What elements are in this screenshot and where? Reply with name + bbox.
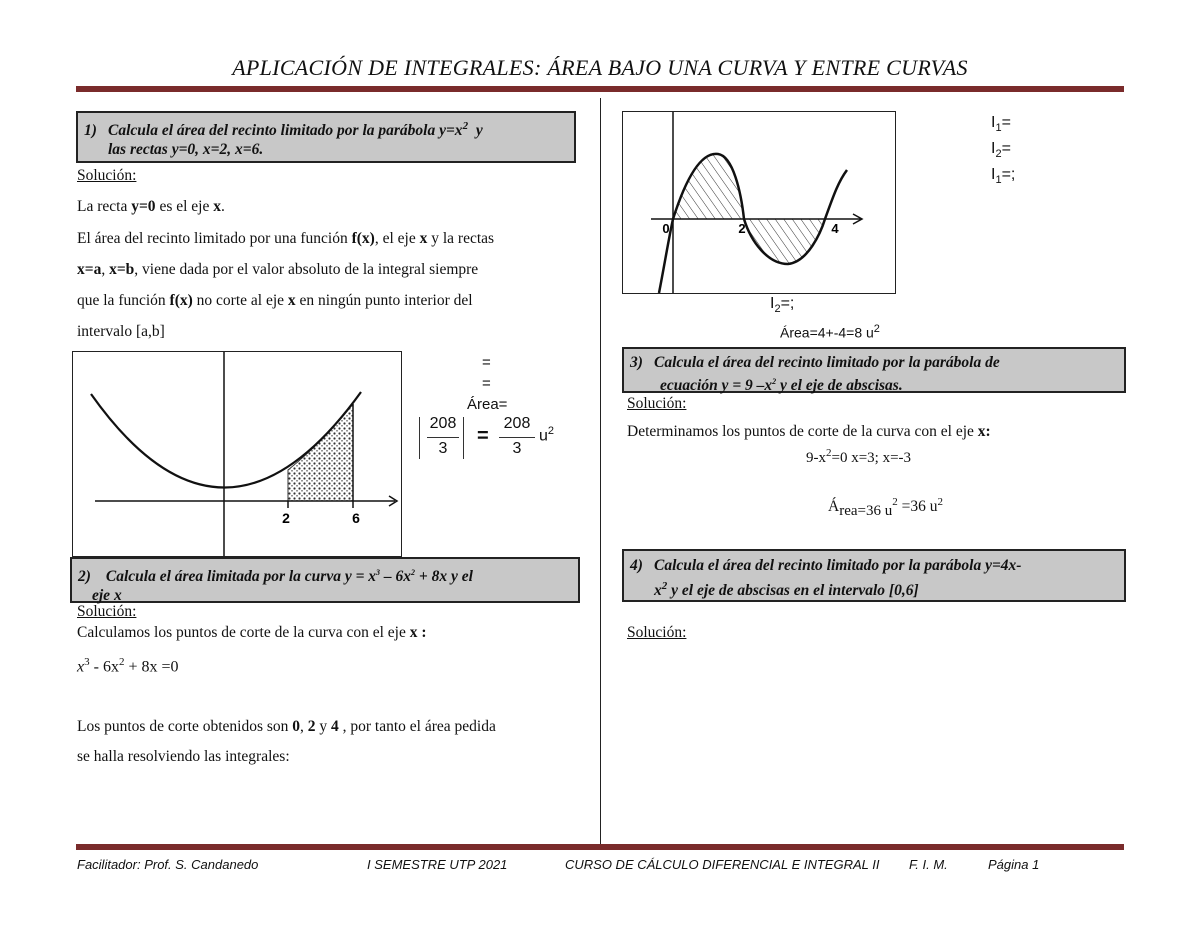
q4-solution-label: Solución:: [627, 624, 687, 641]
tick-label-2: 2: [738, 221, 746, 236]
frac-den-1: 3: [438, 440, 448, 457]
q2-paragraph-1: Calculamos los puntos de corte de la curva con el eje x :: [77, 624, 427, 641]
integral-i1-value: $I_1=$;: [991, 166, 1016, 187]
q3-area-result: $Á_{rea=36 u}^2 =36$ $u^2$: [828, 496, 943, 520]
q3-paragraph-1: Determinamos los puntos de corte de la curva con el eje x:: [627, 423, 991, 440]
hatched-region-2: [744, 219, 825, 264]
unit-exponent: 2: [547, 425, 555, 437]
q1-solution-label: Solución:: [77, 167, 137, 184]
equals-1: =: [482, 354, 491, 371]
cubic-graph: [623, 112, 895, 293]
integral-i2-value: $I_2=$;: [770, 295, 795, 316]
footer-semester: I SEMESTRE UTP 2021: [367, 857, 508, 872]
question-4-box: 4) Calcula el área del recinto limitado por la parábola y=4x- $x^2$ y el eje de abscisas en el intervalo [0,6]: [622, 549, 1126, 602]
integral-i1: $I_1=$: [991, 114, 1011, 135]
shaded-area-1: [288, 404, 353, 501]
q1-area-label: Área=: [467, 396, 508, 413]
equals-2: =: [482, 375, 491, 392]
parabola-figure: [72, 351, 402, 557]
cubic-figure: [622, 111, 896, 294]
q3-equation: $9-x^2=0$ x=3; x=-3: [806, 447, 912, 466]
column-divider: [600, 98, 601, 846]
tick-label-4: 4: [831, 221, 839, 236]
frac-num-2: 208: [503, 415, 531, 432]
q2-area-result: Área=4+-4=8 $u^2$: [780, 323, 880, 341]
q1-number: 1): [84, 122, 97, 140]
footer-rule: [76, 844, 1124, 850]
q2-line2: eje x: [92, 587, 122, 605]
question-3-box: 3) Calcula el área del recinto limitado por la parábola de ecuación y = 9 $-x^2$ y el eje de abscisas.: [622, 347, 1126, 393]
q4-number: 4): [630, 557, 643, 574]
q1-paragraph-1: La recta y=0 es el eje x.: [77, 198, 225, 215]
q2-number: 2): [78, 568, 91, 586]
q1-line1-end: y: [475, 122, 483, 140]
frac-equals: =: [477, 425, 489, 447]
q3-number: 3): [630, 354, 643, 371]
question-1-box: [76, 111, 576, 163]
tick-label-2: 2: [282, 510, 290, 526]
unit-u: u: [539, 427, 548, 445]
footer-page-number: Página 1: [988, 857, 1040, 872]
q1-exponent: 2: [462, 120, 469, 132]
parabola-graph: [73, 352, 401, 556]
header-rule: [76, 86, 1124, 92]
q2-equation: $x^3 - 6x^2 + 8x =0$: [77, 656, 179, 676]
hatched-region-1: [673, 154, 744, 219]
tick-label-0: 0: [662, 221, 670, 236]
frac-den-2: 3: [512, 440, 522, 457]
footer-course: CURSO DE CÁLCULO DIFERENCIAL E INTEGRAL II: [565, 857, 880, 872]
q1-line1: Calcula el área del recinto limitado por la parábola y=x: [108, 122, 463, 140]
q1-line2: las rectas y=0, x=2, x=6.: [108, 141, 264, 159]
question-2-box: 2) Calcula el área limitada por la curva $y = x^3 - 6x^2 + 8x$ y el eje x: [70, 557, 580, 603]
page-title: APLICACIÓN DE INTEGRALES: ÁREA BAJO UNA CURVA Y ENTRE CURVAS: [232, 55, 968, 80]
tick-label-6: 6: [352, 510, 360, 526]
q2-solution-label: Solución:: [77, 603, 137, 620]
q1-paragraph-2: El área del recinto limitado por una función f(x), el eje x y la rectas x=a, x=b, viene dada por el valor absoluto de la integral siempre que la función f(x) no corte al eje x en ningún punto interior del intervalo [a,b]: [77, 224, 575, 347]
frac-num-1: 208: [429, 415, 457, 432]
integral-i2: $I_2=$: [991, 140, 1011, 161]
footer-author: Facilitador: Prof. S. Candanedo: [77, 857, 259, 872]
footer-faculty: F. I. M.: [909, 857, 948, 872]
q1-interval: intervalo [a,b]: [77, 323, 165, 340]
q2-paragraph-2: Los puntos de corte obtenidos son 0, 2 y 4 , por tanto el área pedida se halla resolviendo las integrales:: [77, 718, 496, 765]
q3-solution-label: Solución:: [627, 395, 687, 412]
